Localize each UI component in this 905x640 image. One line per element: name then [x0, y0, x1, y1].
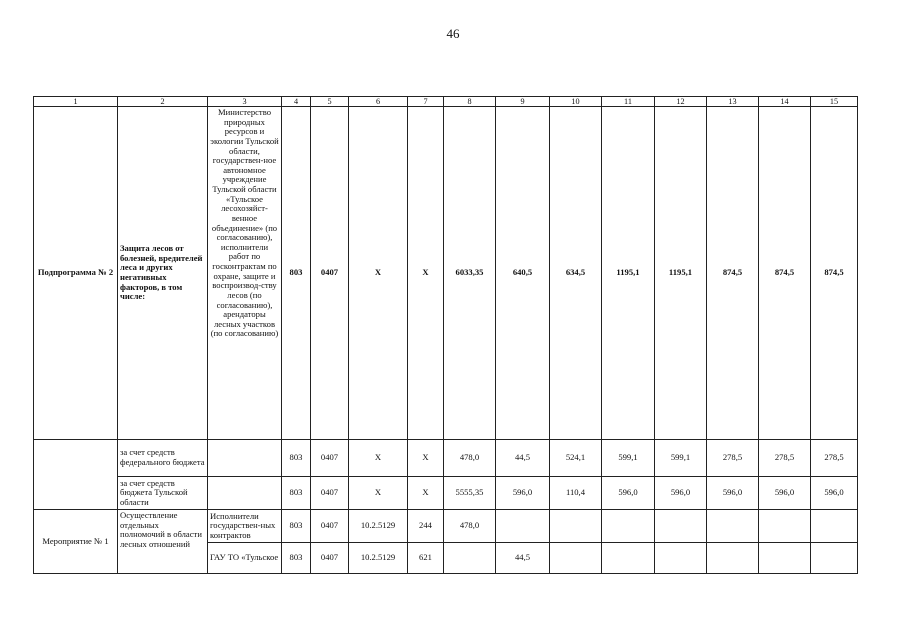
cell-value — [602, 510, 655, 543]
row-label: Подпрограмма № 2 — [34, 107, 118, 440]
executor-cell — [208, 440, 282, 477]
cell-section: 0407 — [311, 107, 349, 440]
cell-expense-type: X — [408, 440, 444, 477]
cell-value: 6033,35 — [444, 107, 496, 440]
cell-value: 596,0 — [811, 477, 858, 510]
cell-target-article: 10.2.5129 — [349, 543, 408, 574]
table-row-subprogram-2 — [34, 107, 858, 440]
header-cell: 10 — [550, 97, 602, 107]
cell-value: 44,5 — [496, 440, 550, 477]
cell-grbs: 803 — [282, 510, 311, 543]
cell-value — [496, 510, 550, 543]
cell-value: 596,0 — [496, 477, 550, 510]
header-cell: 11 — [602, 97, 655, 107]
header-cell: 8 — [444, 97, 496, 107]
cell-value: 44,5 — [496, 543, 550, 574]
executor-cell: Министерство природных ресурсов и экологии Тульской области, государствен-ное автономное учреждение Тульской области «Тульское лесохозяйст-венное объединение» (по согласованию), исполнители работ по госконтрактам по охране, защите и воспроизвод-ству лесов (по согласованию), арендаторы лесных участков (по согласованию) — [208, 107, 282, 440]
cell-value: 478,0 — [444, 440, 496, 477]
cell-value: 278,5 — [759, 440, 811, 477]
cell-expense-type: 244 — [408, 510, 444, 543]
header-cell: 5 — [311, 97, 349, 107]
cell-value: 874,5 — [811, 107, 858, 440]
cell-value: 5555,35 — [444, 477, 496, 510]
cell-value — [759, 543, 811, 574]
cell-value: 874,5 — [759, 107, 811, 440]
cell-value — [444, 543, 496, 574]
cell-value: 478,0 — [444, 510, 496, 543]
cell-value: 596,0 — [602, 477, 655, 510]
cell-section: 0407 — [311, 510, 349, 543]
cell-target-article: X — [349, 440, 408, 477]
cell-value: 596,0 — [707, 477, 759, 510]
header-cell: 4 — [282, 97, 311, 107]
cell-expense-type: 621 — [408, 543, 444, 574]
cell-value: 640,5 — [496, 107, 550, 440]
cell-value — [550, 510, 602, 543]
executor-cell: ГАУ ТО «Тульское — [208, 543, 282, 574]
cell-section: 0407 — [311, 477, 349, 510]
cell-grbs: 803 — [282, 543, 311, 574]
cell-grbs: 803 — [282, 440, 311, 477]
cell-value — [550, 543, 602, 574]
header-cell: 7 — [408, 97, 444, 107]
cell-value — [707, 543, 759, 574]
cell-value: 874,5 — [707, 107, 759, 440]
cell-value: 1195,1 — [602, 107, 655, 440]
row-description: за счет средств федерального бюджета — [118, 440, 208, 477]
cell-value: 524,1 — [550, 440, 602, 477]
cell-target-article: X — [349, 477, 408, 510]
cell-value: 599,1 — [655, 440, 707, 477]
cell-value — [655, 510, 707, 543]
cell-value: 634,5 — [550, 107, 602, 440]
budget-table — [33, 96, 858, 574]
table-row-regional-budget — [34, 477, 858, 510]
header-cell: 9 — [496, 97, 550, 107]
cell-expense-type: X — [408, 107, 444, 440]
cell-value: 1195,1 — [655, 107, 707, 440]
header-cell: 12 — [655, 97, 707, 107]
cell-expense-type: X — [408, 477, 444, 510]
cell-value — [811, 543, 858, 574]
header-cell: 3 — [208, 97, 282, 107]
cell-value: 278,5 — [811, 440, 858, 477]
cell-target-article: 10.2.5129 — [349, 510, 408, 543]
page-number: 46 — [446, 26, 460, 41]
header-cell: 6 — [349, 97, 408, 107]
executor-cell — [208, 477, 282, 510]
header-cell: 14 — [759, 97, 811, 107]
header-cell: 1 — [34, 97, 118, 107]
row-description: Защита лесов от болезней, вредителей леса и других негативных факторов, в том числе: — [118, 107, 208, 440]
cell-value: 596,0 — [759, 477, 811, 510]
cell-value: 596,0 — [655, 477, 707, 510]
table-header-row — [34, 97, 858, 107]
cell-value — [655, 543, 707, 574]
header-cell: 13 — [707, 97, 759, 107]
empty-cell — [34, 440, 118, 510]
cell-value: 278,5 — [707, 440, 759, 477]
cell-target-article: X — [349, 107, 408, 440]
header-cell: 2 — [118, 97, 208, 107]
header-cell: 15 — [811, 97, 858, 107]
row-label: Мероприятие № 1 — [34, 510, 118, 574]
cell-grbs: 803 — [282, 477, 311, 510]
cell-value — [759, 510, 811, 543]
row-description: Осуществление отдельных полномочий в области лесных отношений — [118, 510, 208, 574]
cell-section: 0407 — [311, 440, 349, 477]
table-row-measure-1-contracts — [34, 510, 858, 543]
executor-cell: Исполнители государствен-ных контрактов — [208, 510, 282, 543]
cell-value — [602, 543, 655, 574]
cell-section: 0407 — [311, 543, 349, 574]
cell-grbs: 803 — [282, 107, 311, 440]
cell-value: 110,4 — [550, 477, 602, 510]
cell-value — [811, 510, 858, 543]
table-row-federal-budget — [34, 440, 858, 477]
row-description: за счет средств бюджета Тульской области — [118, 477, 208, 510]
cell-value — [707, 510, 759, 543]
cell-value: 599,1 — [602, 440, 655, 477]
